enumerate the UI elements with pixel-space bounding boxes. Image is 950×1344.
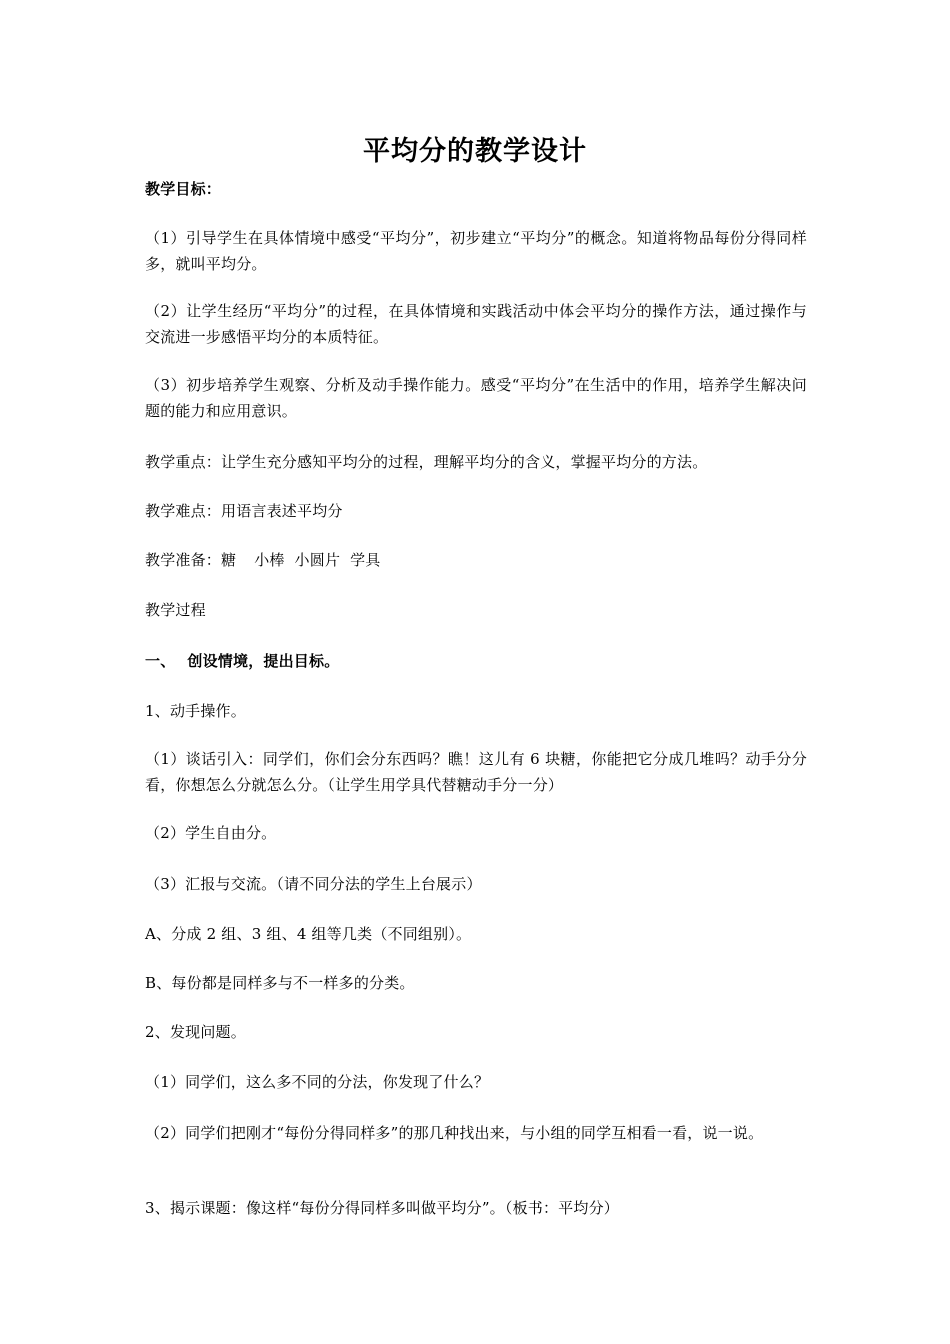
- step-1-b: B、每份都是同样多与不一样多的分类。: [145, 974, 415, 992]
- step-2-2: （2）同学们把刚才“每份分得同样多”的那几种找出来，与小组的同学互相看一看，说一说。: [145, 1124, 764, 1142]
- objective-2: （2）让学生经历“平均分”的过程，在具体情境和实践活动中体会平均分的操作方法，通过操作与交流进一步感悟平均分的本质特征。: [145, 302, 807, 346]
- step-1-1: （1）谈话引入：同学们，你们会分东西吗？瞧！这儿有 6 块糖，你能把它分成几堆吗？动手分分看，你想怎么分就怎么分。（让学生用学具代替糖动手分一分）: [145, 750, 807, 794]
- section-1-number: 一、: [145, 652, 176, 670]
- step-1-2: （2）学生自由分。: [145, 824, 277, 842]
- objectives-heading: 教学目标：: [145, 180, 222, 198]
- step-1-a: A、分成 2 组、3 组、4 组等几类（不同组别）。: [145, 925, 472, 943]
- preparation-label: 教学准备：糖: [145, 551, 237, 569]
- section-1-title: 创设情境，提出目标。: [187, 652, 340, 670]
- step-1-3: （3）汇报与交流。（请不同分法的学生上台展示）: [145, 875, 482, 893]
- objective-1: （1）引导学生在具体情境中感受“平均分”，初步建立“平均分”的概念。知道将物品每份分得同样多，就叫平均分。: [145, 229, 807, 273]
- document-title: 平均分的教学设计: [363, 136, 587, 167]
- step-2-1: （1）同学们，这么多不同的分法，你发现了什么？: [145, 1073, 490, 1091]
- difficulty: 教学难点：用语言表述平均分: [145, 502, 343, 520]
- objective-3: （3）初步培养学生观察、分析及动手操作能力。感受“平均分”在生活中的作用，培养学生解决问题的能力和应用意识。: [145, 376, 807, 420]
- process-heading: 教学过程: [145, 601, 206, 619]
- step-1: 1、动手操作。: [145, 702, 246, 720]
- step-2: 2、发现问题。: [145, 1023, 246, 1041]
- key-point: 教学重点：让学生充分感知平均分的过程，理解平均分的含义，掌握平均分的方法。: [145, 453, 708, 471]
- section-1-heading: [145, 648, 807, 674]
- preparation: [145, 547, 807, 573]
- preparation-items: 小棒 小圆片 学具: [254, 551, 381, 569]
- step-3: 3、揭示课题：像这样“每份分得同样多叫做平均分”。（板书：平均分）: [145, 1199, 619, 1217]
